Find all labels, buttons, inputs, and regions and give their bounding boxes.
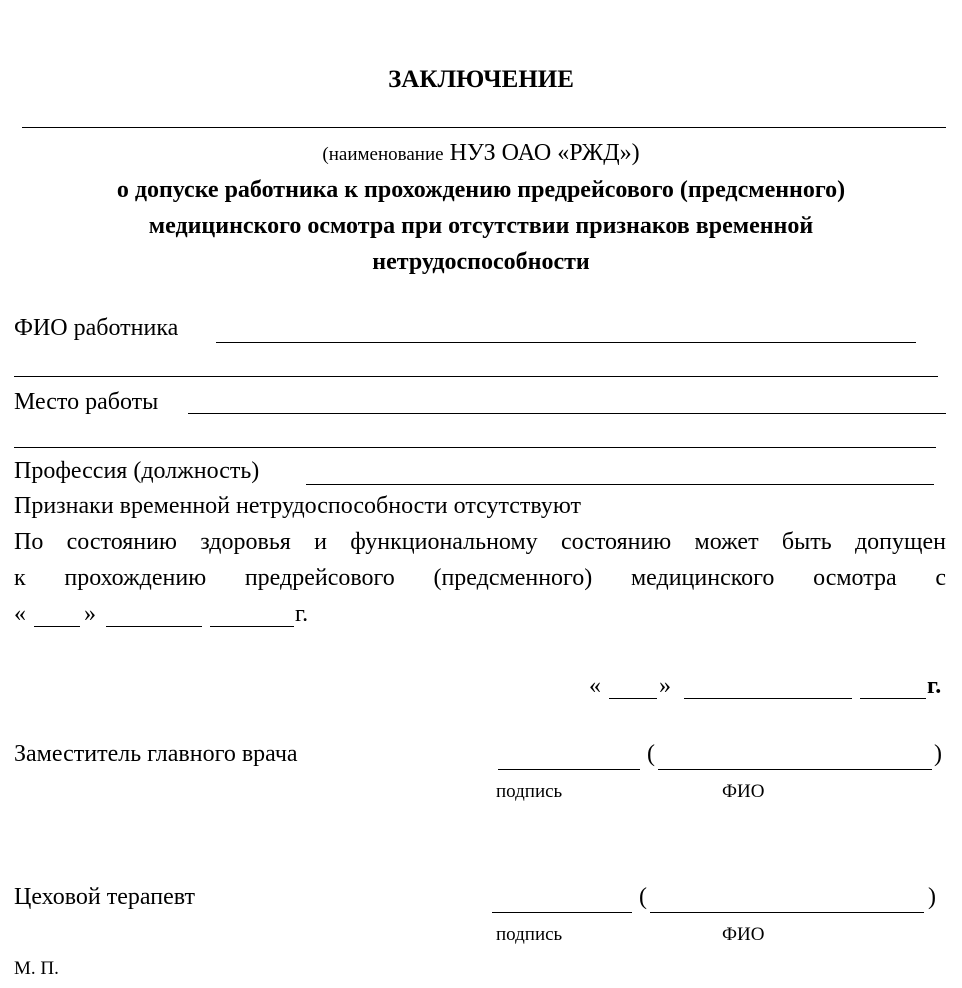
admission-line-1: По состоянию здоровья и функциональному состоянию может быть допущен: [14, 529, 946, 555]
deputy-chief-close-paren: ): [934, 741, 942, 767]
therapist-open-paren: (: [639, 884, 647, 910]
admission-date-year-suffix: г.: [295, 601, 309, 627]
workplace-line[interactable]: [188, 413, 946, 414]
therapist-signature-line[interactable]: [492, 912, 632, 913]
admission-date-open-quote: «: [14, 601, 26, 627]
admission-line-2: к прохождению предрейсового (предсменного) медицинского осмотра с: [14, 565, 946, 591]
document-title: ЗАКЛЮЧЕНИЕ: [388, 66, 574, 93]
doc-year-line[interactable]: [860, 698, 926, 699]
fio-continuation-line[interactable]: [14, 376, 938, 377]
deputy-chief-open-paren: (: [647, 741, 655, 767]
deputy-chief-name-caption: ФИО: [722, 781, 765, 802]
deputy-chief-signature-line[interactable]: [498, 769, 640, 770]
doc-date-close-quote: »: [659, 673, 671, 699]
admission-year-line[interactable]: [210, 626, 294, 627]
admission-month-line[interactable]: [106, 626, 202, 627]
doc-day-line[interactable]: [609, 698, 657, 699]
document-subject: [0, 172, 962, 280]
deputy-chief-sign-caption: подпись: [496, 781, 563, 802]
deputy-chief-role: Заместитель главного врача: [14, 741, 298, 767]
fio-line[interactable]: [216, 342, 916, 343]
subject-line-3: нетрудоспособности: [372, 249, 590, 275]
therapist-name-caption: ФИО: [722, 924, 765, 945]
profession-line[interactable]: [306, 484, 934, 485]
doc-date-year-suffix: г.: [927, 673, 942, 699]
doc-date-open-quote: «: [589, 673, 601, 699]
stamp-place: М. П.: [14, 958, 59, 979]
admission-day-line[interactable]: [34, 626, 80, 627]
doc-month-line[interactable]: [684, 698, 852, 699]
profession-label: Профессия (должность): [14, 458, 260, 484]
admission-date-close-quote: »: [84, 601, 96, 627]
therapist-role: Цеховой терапевт: [14, 884, 195, 910]
workplace-continuation-line[interactable]: [14, 447, 936, 448]
organization-caption-prefix: (наименование: [322, 144, 444, 165]
fio-label: ФИО работника: [14, 315, 179, 341]
therapist-close-paren: ): [928, 884, 936, 910]
organization-caption: [0, 140, 962, 167]
subject-line-1: о допуске работника к прохождению предрейсового (предсменного): [116, 177, 846, 203]
workplace-label: Место работы: [14, 389, 159, 415]
therapist-name-line[interactable]: [650, 912, 924, 913]
deputy-chief-name-line[interactable]: [658, 769, 932, 770]
subject-line-2: медицинского осмотра при отсутствии признаков временной: [148, 213, 814, 239]
no-disability-statement: Признаки временной нетрудоспособности отсутствуют: [14, 493, 581, 519]
therapist-sign-caption: подпись: [496, 924, 563, 945]
organization-caption-rest: НУЗ ОАО «РЖД»): [449, 140, 640, 166]
organization-name-line[interactable]: [22, 127, 946, 128]
